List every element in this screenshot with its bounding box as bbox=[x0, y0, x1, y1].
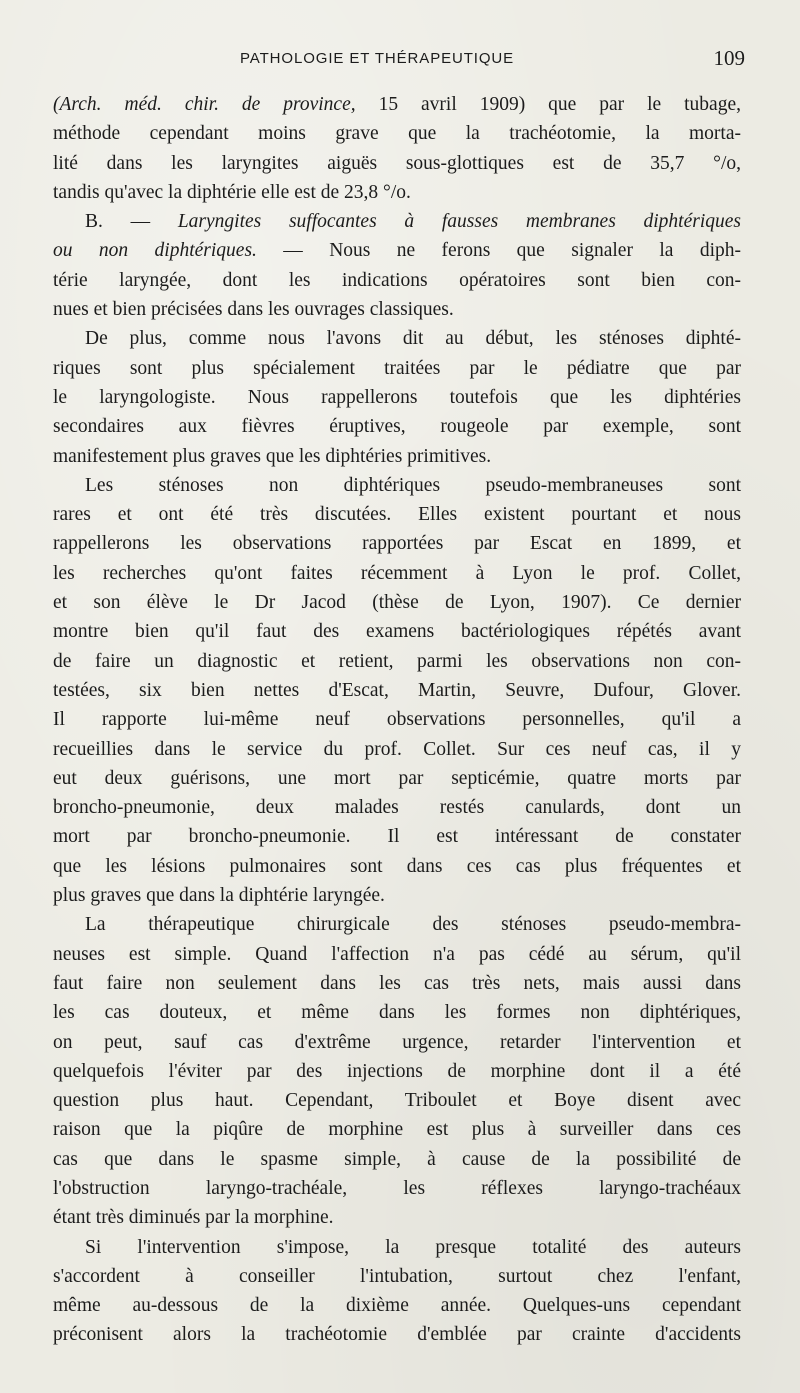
text-segment: secondaires aux fièvres éruptives, rougeole par exemple, sont bbox=[53, 416, 741, 438]
text-line bbox=[53, 852, 741, 881]
running-title: PATHOLOGIE ET THÉRAPEUTIQUE bbox=[240, 50, 515, 67]
text-segment: le laryngologiste. Nous rappellerons toutefois que les diphtéries bbox=[53, 386, 741, 408]
text-segment: que les lésions pulmonaires sont dans ces cas plus fréquentes et bbox=[53, 855, 741, 877]
text-segment: recueillies dans le service du prof. Collet. Sur ces neuf cas, il y bbox=[53, 738, 741, 760]
text-segment: on peut, sauf cas d'extrême urgence, retarder l'intervention et bbox=[53, 1031, 741, 1053]
text-line bbox=[53, 324, 741, 353]
text-line bbox=[53, 559, 741, 588]
italic-text: Laryngites suffocantes à fausses membranes diphtériques bbox=[177, 211, 742, 233]
text-line bbox=[53, 383, 741, 412]
text-segment: térie laryngée, dont les indications opératoires sont bien con- bbox=[53, 269, 741, 291]
text-segment: manifestement plus graves que les diphtéries primitives. bbox=[53, 445, 492, 467]
text-segment: plus graves que dans la diphtérie laryngée. bbox=[53, 885, 385, 907]
text-segment: nues et bien précisées dans les ouvrages classiques. bbox=[53, 299, 454, 321]
text-segment: étant très diminués par la morphine. bbox=[53, 1207, 334, 1229]
text-line bbox=[53, 1057, 741, 1086]
text-segment: quelquefois l'éviter par des injections de morphine dont il a été bbox=[53, 1060, 741, 1082]
text-segment: même au-dessous de la dixième année. Quelques-uns cependant bbox=[53, 1295, 741, 1317]
text-segment: De plus, comme nous l'avons dit au début, les sténoses diphté- bbox=[85, 328, 741, 350]
text-line bbox=[53, 705, 741, 734]
text-line bbox=[53, 266, 741, 295]
text-segment: cas que dans le spasme simple, à cause de la possibilité de bbox=[53, 1148, 741, 1170]
text-segment: de faire un diagnostic et retient, parmi les observations non con- bbox=[53, 650, 741, 672]
text-segment: lité dans les laryngites aiguës sous-glottiques est de 35,7 °/o, bbox=[53, 152, 741, 174]
italic-text: (Arch. méd. chir. de province, bbox=[53, 94, 356, 115]
text-segment: Si l'intervention s'impose, la presque totalité des auteurs bbox=[85, 1236, 741, 1258]
text-line bbox=[53, 793, 741, 822]
text-line bbox=[53, 735, 741, 764]
text-line bbox=[53, 90, 741, 119]
text-line bbox=[53, 442, 741, 471]
text-segment: testées, six bien nettes d'Escat, Martin, Seuvre, Dufour, Glover. bbox=[53, 679, 741, 701]
text-segment: tandis qu'avec la diphtérie elle est de 23,8 °/o. bbox=[53, 181, 411, 203]
text-line bbox=[53, 647, 741, 676]
text-segment: — Nous ne ferons que signaler la diph- bbox=[256, 240, 741, 262]
text-segment: les recherches qu'ont faites récemment à Lyon le prof. Collet, bbox=[53, 562, 741, 584]
text-line bbox=[53, 500, 741, 529]
text-line bbox=[53, 940, 741, 969]
text-line bbox=[53, 1028, 741, 1057]
text-line bbox=[53, 676, 741, 705]
text-line bbox=[53, 1145, 741, 1174]
text-line bbox=[53, 471, 741, 500]
text-line bbox=[53, 207, 741, 236]
text-segment: les cas douteux, et même dans les formes non diphtériques, bbox=[53, 1002, 741, 1024]
text-line bbox=[53, 764, 741, 793]
text-segment: montre bien qu'il faut des examens bactériologiques répétés avant bbox=[53, 621, 741, 643]
text-line bbox=[53, 412, 741, 441]
text-segment: eut deux guérisons, une mort par septicémie, quatre morts par bbox=[53, 767, 741, 789]
text-line bbox=[53, 910, 741, 939]
text-segment: raison que la piqûre de morphine est plus à surveiller dans ces bbox=[53, 1119, 741, 1141]
text-segment: question plus haut. Cependant, Triboulet et Boye disent avec bbox=[53, 1090, 741, 1112]
text-segment: faut faire non seulement dans les cas très nets, mais aussi dans bbox=[53, 972, 741, 994]
text-line bbox=[53, 1086, 741, 1115]
body-text bbox=[53, 90, 741, 1350]
running-head bbox=[30, 46, 745, 72]
text-line bbox=[53, 149, 741, 178]
text-line bbox=[53, 1174, 741, 1203]
italic-text: ou non diphtériques. bbox=[53, 240, 257, 262]
text-segment: rares et ont été très discutées. Elles existent pourtant et nous bbox=[53, 504, 741, 526]
text-line bbox=[53, 998, 741, 1027]
text-line bbox=[53, 529, 741, 558]
text-line bbox=[53, 1320, 741, 1349]
text-segment: 15 avril 1909) que par le tubage, bbox=[355, 94, 741, 115]
text-segment: mort par broncho-pneumonie. Il est intéressant de constater bbox=[53, 826, 741, 848]
text-segment: l'obstruction laryngo-trachéale, les réflexes laryngo-trachéaux bbox=[53, 1177, 741, 1199]
text-segment: La thérapeutique chirurgicale des sténoses pseudo-membra- bbox=[85, 914, 741, 936]
text-segment: broncho-pneumonie, deux malades restés canulards, dont un bbox=[53, 797, 741, 819]
text-segment: Il rapporte lui-même neuf observations personnelles, qu'il a bbox=[53, 709, 741, 731]
text-line bbox=[53, 1291, 741, 1320]
text-line bbox=[53, 588, 741, 617]
text-segment: préconisent alors la trachéotomie d'emblée par crainte d'accidents bbox=[53, 1324, 741, 1346]
text-line bbox=[53, 1115, 741, 1144]
text-segment: neuses est simple. Quand l'affection n'a pas cédé au sérum, qu'il bbox=[53, 943, 741, 965]
text-line bbox=[53, 1233, 741, 1262]
text-segment: et son élève le Dr Jacod (thèse de Lyon, 1907). Ce dernier bbox=[53, 592, 741, 614]
text-line bbox=[53, 354, 741, 383]
text-segment: rappellerons les observations rapportées par Escat en 1899, et bbox=[53, 533, 741, 555]
text-line bbox=[53, 295, 741, 324]
text-line bbox=[53, 617, 741, 646]
text-line bbox=[53, 822, 741, 851]
text-segment: B. — bbox=[85, 211, 178, 233]
text-line bbox=[53, 881, 741, 910]
text-line bbox=[53, 1203, 741, 1232]
page-number: 109 bbox=[713, 46, 745, 70]
text-segment: riques sont plus spécialement traitées par le pédiatre que par bbox=[53, 357, 741, 379]
text-line bbox=[53, 119, 741, 148]
text-segment: méthode cependant moins grave que la trachéotomie, la morta- bbox=[53, 123, 741, 145]
text-line bbox=[53, 236, 741, 265]
text-line bbox=[53, 178, 741, 207]
text-segment: Les sténoses non diphtériques pseudo-membraneuses sont bbox=[85, 474, 741, 496]
text-line bbox=[53, 1262, 741, 1291]
text-line bbox=[53, 969, 741, 998]
text-segment: s'accordent à conseiller l'intubation, surtout chez l'enfant, bbox=[53, 1265, 741, 1287]
